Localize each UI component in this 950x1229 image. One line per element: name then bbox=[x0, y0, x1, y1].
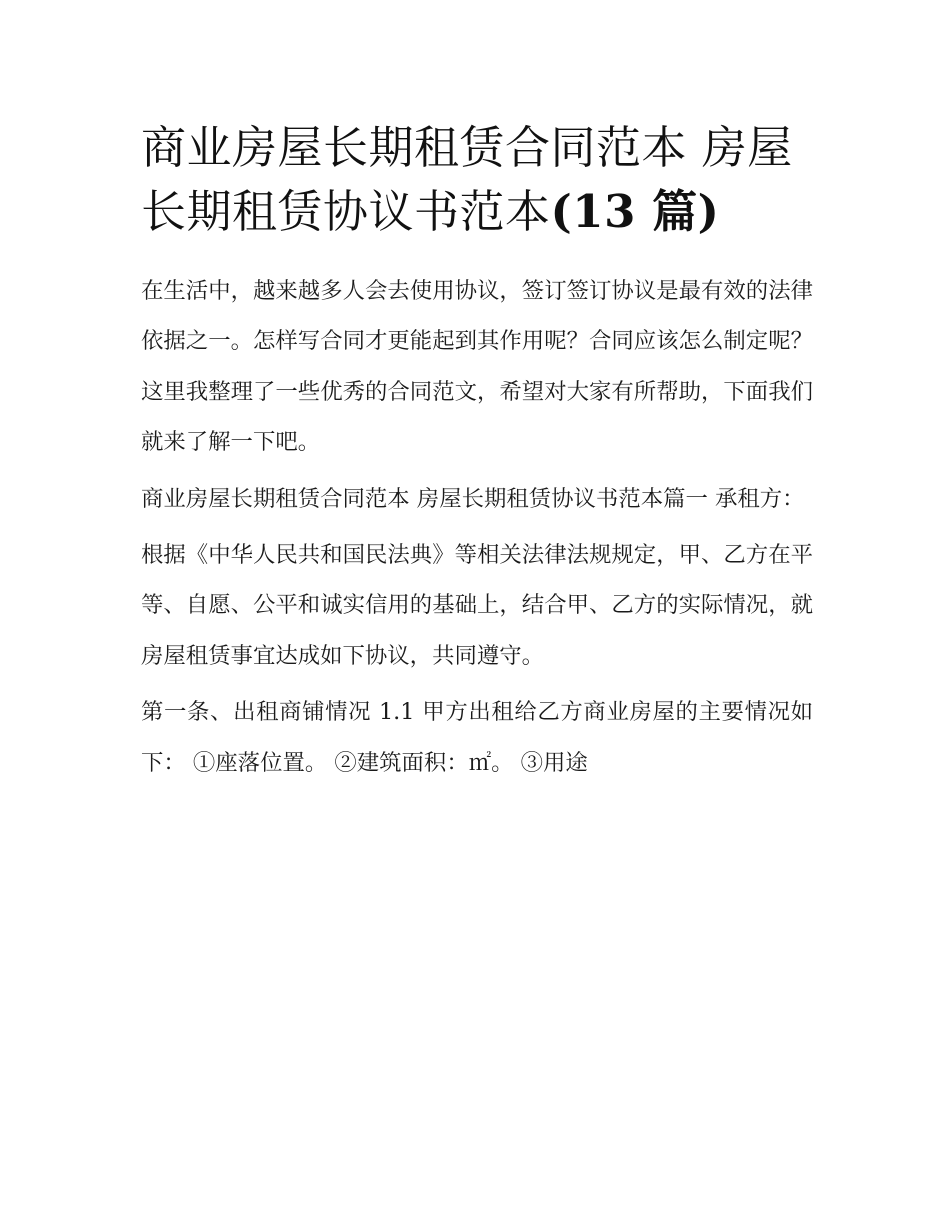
document-title-main: 商业房屋长期租赁合同范本 房屋长期租赁协议书范本 bbox=[141, 121, 793, 238]
article-one-paragraph: 第一条、出租商铺情况 1.1 甲方出租给乙方商业房屋的主要情况如下： ①座落位置。 ②建筑面积：㎡。 ③用途 bbox=[141, 699, 813, 776]
document-body bbox=[141, 116, 813, 794]
document-title bbox=[141, 116, 813, 244]
legal-basis-paragraph: 根据《中华人民共和国民法典》等相关法律法规规定，甲、乙方在平等、自愿、公平和诚实信用的基础上，结合甲、乙方的实际情况，就房屋租赁事宜达成如下协议，共同遵守。 bbox=[141, 542, 813, 669]
document-title-count: (13 篇) bbox=[550, 185, 720, 238]
section-heading-paragraph: 商业房屋长期租赁合同范本 房屋长期租赁协议书范本篇一 承租方： bbox=[141, 485, 805, 512]
intro-paragraph: 在生活中，越来越多人会去使用协议，签订签订协议是最有效的法律依据之一。怎样写合同才更能起到其作用呢？合同应该怎么制定呢？这里我整理了一些优秀的合同范文，希望对大家有所帮助，下面我们就来了解一下吧。 bbox=[141, 278, 813, 456]
